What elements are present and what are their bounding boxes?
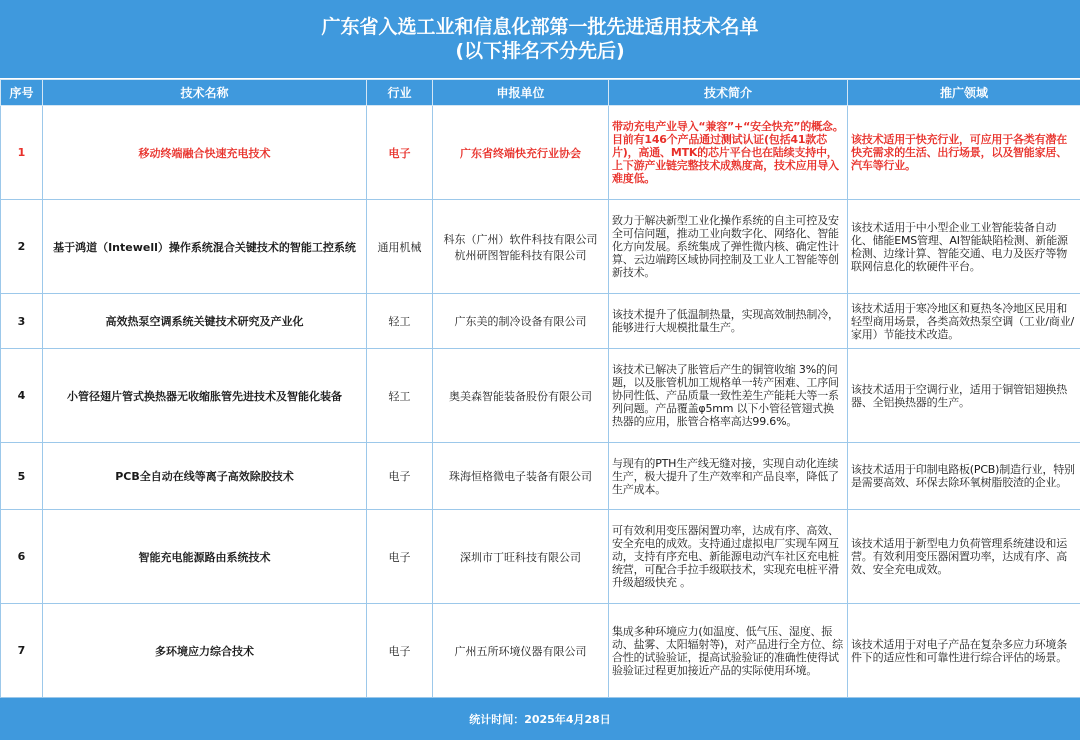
row-number-cell: 4 bbox=[1, 349, 43, 443]
column-header-scope: 推广领域 bbox=[848, 80, 1080, 106]
tech-intro-cell: 该技术提升了低温制热量，实现高效制热制冷，能够进行大规模批量生产。 bbox=[609, 294, 848, 349]
tech-name-cell: PCB全自动在线等离子高效除胶技术 bbox=[43, 443, 367, 510]
row-number-cell: 6 bbox=[1, 510, 43, 604]
applicant-unit-cell: 珠海恒格微电子装备有限公司 bbox=[433, 443, 609, 510]
applicant-unit-cell: 广东省终端快充行业协会 bbox=[433, 106, 609, 200]
industry-cell: 轻工 bbox=[367, 349, 433, 443]
industry-cell: 通用机械 bbox=[367, 200, 433, 294]
tech-intro-cell: 集成多种环境应力(如温度、低气压、湿度、振动、盐雾、太阳辐射等)，对产品进行全方位、综合性的试验验证，提高试验验证的准确性使得试验验证过程更加接近产品的实际使用环境。 bbox=[609, 604, 848, 698]
tech-intro-cell: 致力于解决新型工业化操作系统的自主可控及安全可信问题，推动工业向数字化、网络化、智能化方向发展。系统集成了弹性微内核、确定性计算、云边端跨区域协同控制及工业人工智能等创新技术。 bbox=[609, 200, 848, 294]
row-number-cell: 3 bbox=[1, 294, 43, 349]
applicant-unit-cell: 奥美森智能装备股份有限公司 bbox=[433, 349, 609, 443]
row-number-cell: 1 bbox=[1, 106, 43, 200]
page-title: 广东省入选工业和信息化部第一批先进适用技术名单 bbox=[321, 16, 759, 38]
tech-name-cell: 高效热泵空调系统关键技术研究及产业化 bbox=[43, 294, 367, 349]
industry-cell: 电子 bbox=[367, 510, 433, 604]
tech-name-cell: 智能充电能源路由系统技术 bbox=[43, 510, 367, 604]
row-number-cell: 7 bbox=[1, 604, 43, 698]
promotion-scope-cell: 该技术适用于对电子产品在复杂多应力环境条件下的适应性和可靠性进行综合评估的场景。 bbox=[848, 604, 1080, 698]
row-number-cell: 2 bbox=[1, 200, 43, 294]
tech-name-cell: 基于鸿道（Intewell）操作系统混合关键技术的智能工控系统 bbox=[43, 200, 367, 294]
promotion-scope-cell: 该技术适用于新型电力负荷管理系统建设和运营。有效利用变压器闲置功率，达成有序、高效、安全充电成效。 bbox=[848, 510, 1080, 604]
statistics-footer: 统计时间：2025年4月28日 bbox=[0, 698, 1080, 740]
title-banner bbox=[0, 0, 1080, 78]
column-header-no: 序号 bbox=[1, 80, 43, 106]
table-row bbox=[1, 349, 1080, 443]
table-row bbox=[1, 294, 1080, 349]
promotion-scope-cell: 该技术适用于快充行业，可应用于各类有潜在快充需求的生活、出行场景，以及智能家居、汽车等行业。 bbox=[848, 106, 1080, 200]
row-number-cell: 5 bbox=[1, 443, 43, 510]
column-header-industry: 行业 bbox=[367, 80, 433, 106]
table-row bbox=[1, 510, 1080, 604]
applicant-unit-cell: 广州五所环境仪器有限公司 bbox=[433, 604, 609, 698]
promotion-scope-cell: 该技术适用于寒冷地区和夏热冬冷地区民用和轻型商用场景，各类高效热泵空调（工业/商业/家用）节能技术改造。 bbox=[848, 294, 1080, 349]
industry-cell: 轻工 bbox=[367, 294, 433, 349]
tech-name-cell: 小管径翅片管式换热器无收缩胀管先进技术及智能化装备 bbox=[43, 349, 367, 443]
promotion-scope-cell: 该技术适用于空调行业，适用于铜管铝翅换热器、全铝换热器的生产。 bbox=[848, 349, 1080, 443]
tech-intro-cell: 与现有的PTH生产线无缝对接，实现自动化连续生产，极大提升了生产效率和产品良率，降低了生产成本。 bbox=[609, 443, 848, 510]
column-header-unit: 申报单位 bbox=[433, 80, 609, 106]
tech-intro-cell: 可有效利用变压器闲置功率，达成有序、高效、安全充电的成效。支持通过虚拟电厂实现车网互动，支持有序充电、新能源电动汽车社区充电桩统营，可配合手拉手级联技术，实现充电桩平滑升级超级快充 。 bbox=[609, 510, 848, 604]
tech-list-table bbox=[0, 79, 1080, 698]
industry-cell: 电子 bbox=[367, 106, 433, 200]
promotion-scope-cell: 该技术适用于印制电路板(PCB)制造行业，特别是需要高效、环保去除环氧树脂胶渣的企业。 bbox=[848, 443, 1080, 510]
promotion-scope-cell: 该技术适用于中小型企业工业智能装备自动化、储能EMS管理、AI智能缺陷检测、新能源检测、边缘计算、智能交通、电力及医疗等物联网信息化的软硬件平台。 bbox=[848, 200, 1080, 294]
page-subtitle: (以下排名不分先后) bbox=[455, 40, 625, 62]
column-header-name: 技术名称 bbox=[43, 80, 367, 106]
industry-cell: 电子 bbox=[367, 604, 433, 698]
table-row bbox=[1, 604, 1080, 698]
table-row bbox=[1, 443, 1080, 510]
tech-intro-cell: 该技术已解决了胀管后产生的铜管收缩 3%的问题，以及胀管机加工规格单一转产困难、工序间协同性低、产品质量一致性差生产能耗大等一系列问题。产品覆盖φ5mm 以下小管径管翅式换热器的应用，胀管合格率高达99.6%。 bbox=[609, 349, 848, 443]
column-header-intro: 技术简介 bbox=[609, 80, 848, 106]
tech-name-cell: 移动终端融合快速充电技术 bbox=[43, 106, 367, 200]
table-row bbox=[1, 106, 1080, 200]
tech-intro-cell: 带动充电产业导入“兼容”+“安全快充”的概念。目前有146个产品通过测试认证(包括41款芯片)，高通、MTK的芯片平台也在陆续支持中，上下游产业链完整技术成熟度高，技术应用导入难度低。 bbox=[609, 106, 848, 200]
applicant-unit-cell: 科东（广州）软件科技有限公司 杭州研图智能科技有限公司 bbox=[433, 200, 609, 294]
table-row bbox=[1, 200, 1080, 294]
table-header-row bbox=[1, 80, 1080, 106]
applicant-unit-cell: 广东美的制冷设备有限公司 bbox=[433, 294, 609, 349]
applicant-unit-cell: 深圳市丁旺科技有限公司 bbox=[433, 510, 609, 604]
tech-name-cell: 多环境应力综合技术 bbox=[43, 604, 367, 698]
industry-cell: 电子 bbox=[367, 443, 433, 510]
